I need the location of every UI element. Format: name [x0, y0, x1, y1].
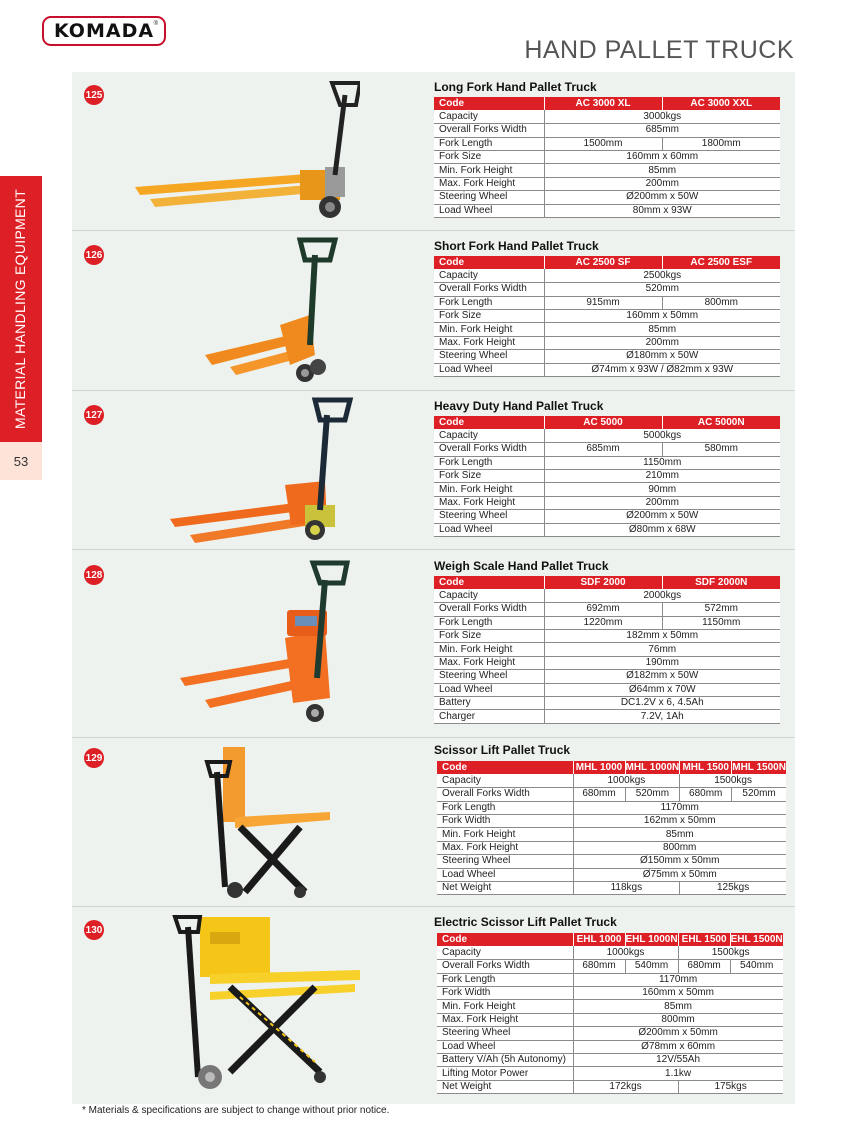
spec-row: [437, 855, 786, 868]
model-code: MHL 1500: [680, 761, 732, 774]
spec-value: 76mm: [544, 643, 780, 656]
spec-row: [434, 603, 780, 616]
spec-row: [437, 987, 783, 1000]
product-title: Electric Scissor Lift Pallet Truck: [434, 915, 617, 929]
section-divider: [72, 230, 795, 231]
spec-value: Ø180mm x 50W: [544, 350, 780, 363]
spec-value: 692mm: [544, 603, 662, 616]
spec-label: Overall Forks Width: [437, 788, 573, 801]
spec-label: Capacity: [437, 774, 573, 787]
code-label: Code: [437, 761, 573, 774]
spec-row: [434, 616, 780, 629]
product-number-badge: 127: [84, 405, 104, 425]
spec-row: [434, 204, 780, 217]
spec-value: 520mm: [544, 283, 780, 296]
weigh-scale-pallet-truck-image: [175, 558, 360, 728]
spec-table: [434, 576, 780, 724]
spec-row: [437, 946, 783, 959]
spec-label: Max. Fork Height: [434, 336, 544, 349]
spec-label: Capacity: [434, 110, 544, 123]
spec-value: 90mm: [544, 483, 780, 496]
spec-value: Ø75mm x 50mm: [573, 868, 786, 881]
spec-label: Charger: [434, 710, 544, 723]
spec-row: [437, 960, 783, 973]
model-code: EHL 1000: [573, 933, 625, 946]
spec-value: 12V/55Ah: [573, 1054, 783, 1067]
spec-value: 680mm: [680, 788, 732, 801]
spec-value: Ø200mm x 50W: [544, 510, 780, 523]
spec-row: [434, 310, 780, 323]
spec-value: 118kgs: [573, 882, 680, 895]
spec-row: [434, 670, 780, 683]
spec-row: [437, 1013, 783, 1026]
spec-label: Lifting Motor Power: [437, 1067, 573, 1080]
spec-label: Fork Size: [434, 310, 544, 323]
logo-text: KOMADA: [53, 20, 155, 42]
spec-label: Min. Fork Height: [437, 828, 573, 841]
spec-value: 182mm x 50mm: [544, 630, 780, 643]
spec-row: [434, 323, 780, 336]
spec-value: 680mm: [573, 788, 625, 801]
spec-value: 85mm: [573, 828, 786, 841]
spec-value: 572mm: [662, 603, 780, 616]
spec-row: [437, 1080, 783, 1093]
spec-row: [434, 296, 780, 309]
side-label: MATERIAL HANDLING EQUIPMENT: [12, 189, 28, 429]
spec-label: Steering Wheel: [434, 350, 544, 363]
spec-label: Steering Wheel: [437, 1027, 573, 1040]
scissor-lift-pallet-truck-image: [195, 742, 335, 902]
spec-value: 200mm: [544, 496, 780, 509]
spec-label: Battery V/Ah (5h Autonomy): [437, 1054, 573, 1067]
spec-label: Overall Forks Width: [434, 603, 544, 616]
spec-value: 85mm: [544, 164, 780, 177]
model-code: EHL 1000N: [625, 933, 678, 945]
spec-value: 800mm: [573, 1013, 783, 1026]
section-divider: [72, 737, 795, 738]
product-title: Short Fork Hand Pallet Truck: [434, 239, 599, 253]
spec-row: [434, 350, 780, 363]
product-title: Long Fork Hand Pallet Truck: [434, 80, 597, 94]
code-label: Code: [434, 97, 544, 110]
spec-value: 5000kgs: [544, 429, 780, 442]
spec-value: 160mm x 60mm: [544, 151, 780, 164]
spec-row: [434, 283, 780, 296]
spec-header-row: [437, 761, 786, 774]
spec-value: 520mm: [625, 788, 680, 801]
spec-value: 915mm: [544, 296, 662, 309]
section-divider: [72, 549, 795, 550]
spec-value: Ø150mm x 50mm: [573, 855, 786, 868]
section-divider: [72, 390, 795, 391]
spec-label: Load Wheel: [434, 523, 544, 536]
spec-label: Capacity: [434, 589, 544, 602]
section-divider: [72, 906, 795, 907]
spec-value: Ø200mm x 50mm: [573, 1027, 783, 1040]
spec-label: Overall Forks Width: [434, 283, 544, 296]
spec-label: Max. Fork Height: [437, 841, 573, 854]
model-code: AC 2500 ESF: [662, 256, 780, 269]
spec-row: [434, 710, 780, 723]
spec-value: 1800mm: [662, 137, 780, 150]
heavy-duty-pallet-truck-image: [165, 395, 360, 545]
spec-label: Fork Width: [437, 987, 573, 1000]
spec-row: [434, 164, 780, 177]
spec-table: [434, 256, 780, 377]
spec-row: [437, 1040, 783, 1053]
spec-value: 800mm: [662, 296, 780, 309]
spec-row: [434, 177, 780, 190]
short-fork-pallet-truck-image: [200, 235, 340, 385]
spec-row: [437, 1000, 783, 1013]
spec-row: [434, 510, 780, 523]
spec-label: Overall Forks Width: [434, 124, 544, 137]
spec-row: [434, 630, 780, 643]
product-title: Heavy Duty Hand Pallet Truck: [434, 399, 604, 413]
spec-value: 1150mm: [662, 616, 780, 629]
code-label: Code: [437, 933, 573, 946]
spec-header-row: [434, 97, 780, 110]
spec-value: 200mm: [544, 177, 780, 190]
spec-value: 1170mm: [573, 801, 786, 814]
spec-label: Steering Wheel: [437, 855, 573, 868]
spec-label: Steering Wheel: [434, 510, 544, 523]
spec-value: 175kgs: [678, 1080, 783, 1093]
page-number: 53: [0, 442, 42, 480]
spec-value: 680mm: [573, 960, 625, 973]
spec-value: 85mm: [544, 323, 780, 336]
spec-label: Min. Fork Height: [434, 483, 544, 496]
model-code: MHL 1000: [573, 761, 625, 774]
spec-row: [434, 697, 780, 710]
spec-label: Load Wheel: [434, 683, 544, 696]
spec-row: [437, 774, 786, 787]
spec-value: 1000kgs: [573, 774, 680, 787]
spec-value: DC1.2V x 6, 4.5Ah: [544, 697, 780, 710]
spec-value: 680mm: [678, 960, 730, 973]
spec-value: Ø64mm x 70W: [544, 683, 780, 696]
spec-value: 162mm x 50mm: [573, 815, 786, 828]
code-label: Code: [434, 416, 544, 429]
spec-value: 1170mm: [573, 973, 783, 986]
spec-row: [437, 868, 786, 881]
model-code: AC 2500 SF: [544, 256, 662, 269]
model-code: MHL 1000N: [625, 761, 680, 773]
spec-value: 7.2V, 1Ah: [544, 710, 780, 723]
spec-value: 2000kgs: [544, 589, 780, 602]
spec-header-row: [434, 256, 780, 269]
spec-label: Overall Forks Width: [434, 443, 544, 456]
spec-label: Fork Length: [434, 296, 544, 309]
footnote: * Materials & specifications are subject to change without prior notice.: [82, 1105, 390, 1116]
spec-value: 540mm: [730, 960, 783, 973]
spec-value: Ø78mm x 60mm: [573, 1040, 783, 1053]
product-number-badge: 126: [84, 245, 104, 265]
spec-label: Fork Size: [434, 470, 544, 483]
model-code: SDF 2000N: [662, 576, 780, 589]
registered-mark: ®: [153, 21, 158, 27]
spec-label: Fork Size: [434, 151, 544, 164]
spec-row: [437, 973, 783, 986]
spec-table: [434, 416, 780, 537]
spec-row: [437, 828, 786, 841]
spec-value: Ø182mm x 50W: [544, 670, 780, 683]
spec-row: [437, 801, 786, 814]
spec-label: Capacity: [434, 269, 544, 282]
spec-value: 1.1kw: [573, 1067, 783, 1080]
spec-label: Load Wheel: [434, 204, 544, 217]
spec-row: [437, 788, 786, 801]
spec-row: [437, 1067, 783, 1080]
spec-label: Fork Length: [434, 456, 544, 469]
spec-label: Max. Fork Height: [434, 177, 544, 190]
spec-header-row: [437, 933, 783, 946]
spec-label: Load Wheel: [437, 868, 573, 881]
model-code: SDF 2000: [544, 576, 662, 589]
spec-value: 685mm: [544, 124, 780, 137]
spec-value: 1000kgs: [573, 946, 678, 959]
spec-value: 540mm: [625, 960, 678, 973]
spec-value: 1500kgs: [678, 946, 783, 959]
model-code: EHL 1500: [678, 933, 730, 946]
spec-label: Load Wheel: [437, 1040, 573, 1053]
brand-logo: [42, 16, 166, 46]
spec-value: 85mm: [573, 1000, 783, 1013]
spec-row: [434, 643, 780, 656]
spec-row: [437, 815, 786, 828]
spec-row: [434, 269, 780, 282]
electric-scissor-lift-pallet-truck-image: [170, 912, 365, 1097]
spec-value: Ø200mm x 50W: [544, 191, 780, 204]
model-code: EHL 1500N: [730, 933, 783, 945]
spec-label: Max. Fork Height: [434, 496, 544, 509]
model-code: AC 5000N: [662, 416, 780, 429]
spec-row: [434, 137, 780, 150]
spec-label: Fork Length: [437, 801, 573, 814]
code-label: Code: [434, 256, 544, 269]
long-fork-pallet-truck-image: [130, 75, 360, 225]
spec-value: 190mm: [544, 656, 780, 669]
model-code: AC 3000 XL: [544, 97, 662, 110]
spec-label: Min. Fork Height: [437, 1000, 573, 1013]
spec-row: [434, 110, 780, 123]
spec-label: Min. Fork Height: [434, 643, 544, 656]
spec-label: Capacity: [437, 946, 573, 959]
spec-label: Steering Wheel: [434, 191, 544, 204]
spec-value: 1500mm: [544, 137, 662, 150]
spec-row: [437, 1054, 783, 1067]
spec-value: 125kgs: [680, 882, 786, 895]
spec-table: [434, 97, 780, 218]
page-title: HAND PALLET TRUCK: [524, 36, 794, 64]
product-number-badge: 128: [84, 565, 104, 585]
spec-label: Fork Length: [434, 137, 544, 150]
spec-row: [434, 470, 780, 483]
spec-value: Ø80mm x 68W: [544, 523, 780, 536]
spec-row: [434, 151, 780, 164]
spec-label: Steering Wheel: [434, 670, 544, 683]
spec-label: Fork Length: [437, 973, 573, 986]
model-code: AC 3000 XXL: [662, 97, 780, 110]
spec-row: [434, 523, 780, 536]
spec-row: [437, 841, 786, 854]
code-label: Code: [434, 576, 544, 589]
spec-value: 200mm: [544, 336, 780, 349]
spec-table: [437, 761, 786, 895]
model-code: AC 5000: [544, 416, 662, 429]
spec-label: Fork Length: [434, 616, 544, 629]
product-number-badge: 129: [84, 748, 104, 768]
spec-value: 580mm: [662, 443, 780, 456]
spec-row: [434, 191, 780, 204]
spec-value: 520mm: [732, 788, 786, 801]
spec-row: [434, 483, 780, 496]
spec-value: 3000kgs: [544, 110, 780, 123]
spec-value: 1220mm: [544, 616, 662, 629]
spec-row: [434, 336, 780, 349]
spec-row: [434, 496, 780, 509]
spec-row: [434, 589, 780, 602]
spec-label: Overall Forks Width: [437, 960, 573, 973]
model-code: MHL 1500N: [732, 761, 786, 773]
spec-label: Min. Fork Height: [434, 164, 544, 177]
product-number-badge: 130: [84, 920, 104, 940]
spec-row: [434, 656, 780, 669]
spec-row: [434, 456, 780, 469]
spec-header-row: [434, 416, 780, 429]
spec-value: 210mm: [544, 470, 780, 483]
product-number-badge: 125: [84, 85, 104, 105]
spec-label: Max. Fork Height: [437, 1013, 573, 1026]
spec-label: Net Weight: [437, 1080, 573, 1093]
spec-row: [434, 429, 780, 442]
spec-row: [437, 882, 786, 895]
spec-value: 160mm x 50mm: [573, 987, 783, 1000]
spec-value: 2500kgs: [544, 269, 780, 282]
spec-label: Capacity: [434, 429, 544, 442]
spec-value: 172kgs: [573, 1080, 678, 1093]
spec-row: [437, 1027, 783, 1040]
spec-row: [434, 363, 780, 376]
spec-value: 1500kgs: [680, 774, 786, 787]
spec-label: Load Wheel: [434, 363, 544, 376]
spec-row: [434, 443, 780, 456]
spec-value: 1150mm: [544, 456, 780, 469]
spec-table: [437, 933, 783, 1094]
spec-label: Max. Fork Height: [434, 656, 544, 669]
spec-label: Battery: [434, 697, 544, 710]
product-title: Weigh Scale Hand Pallet Truck: [434, 559, 609, 573]
spec-value: 685mm: [544, 443, 662, 456]
spec-value: 80mm x 93W: [544, 204, 780, 217]
spec-value: Ø74mm x 93W / Ø82mm x 93W: [544, 363, 780, 376]
spec-header-row: [434, 576, 780, 589]
spec-row: [434, 124, 780, 137]
spec-label: Fork Width: [437, 815, 573, 828]
spec-value: 160mm x 50mm: [544, 310, 780, 323]
spec-label: Min. Fork Height: [434, 323, 544, 336]
spec-row: [434, 683, 780, 696]
spec-value: 800mm: [573, 841, 786, 854]
product-title: Scissor Lift Pallet Truck: [434, 743, 571, 757]
spec-label: Fork Size: [434, 630, 544, 643]
spec-label: Net Weight: [437, 882, 573, 895]
